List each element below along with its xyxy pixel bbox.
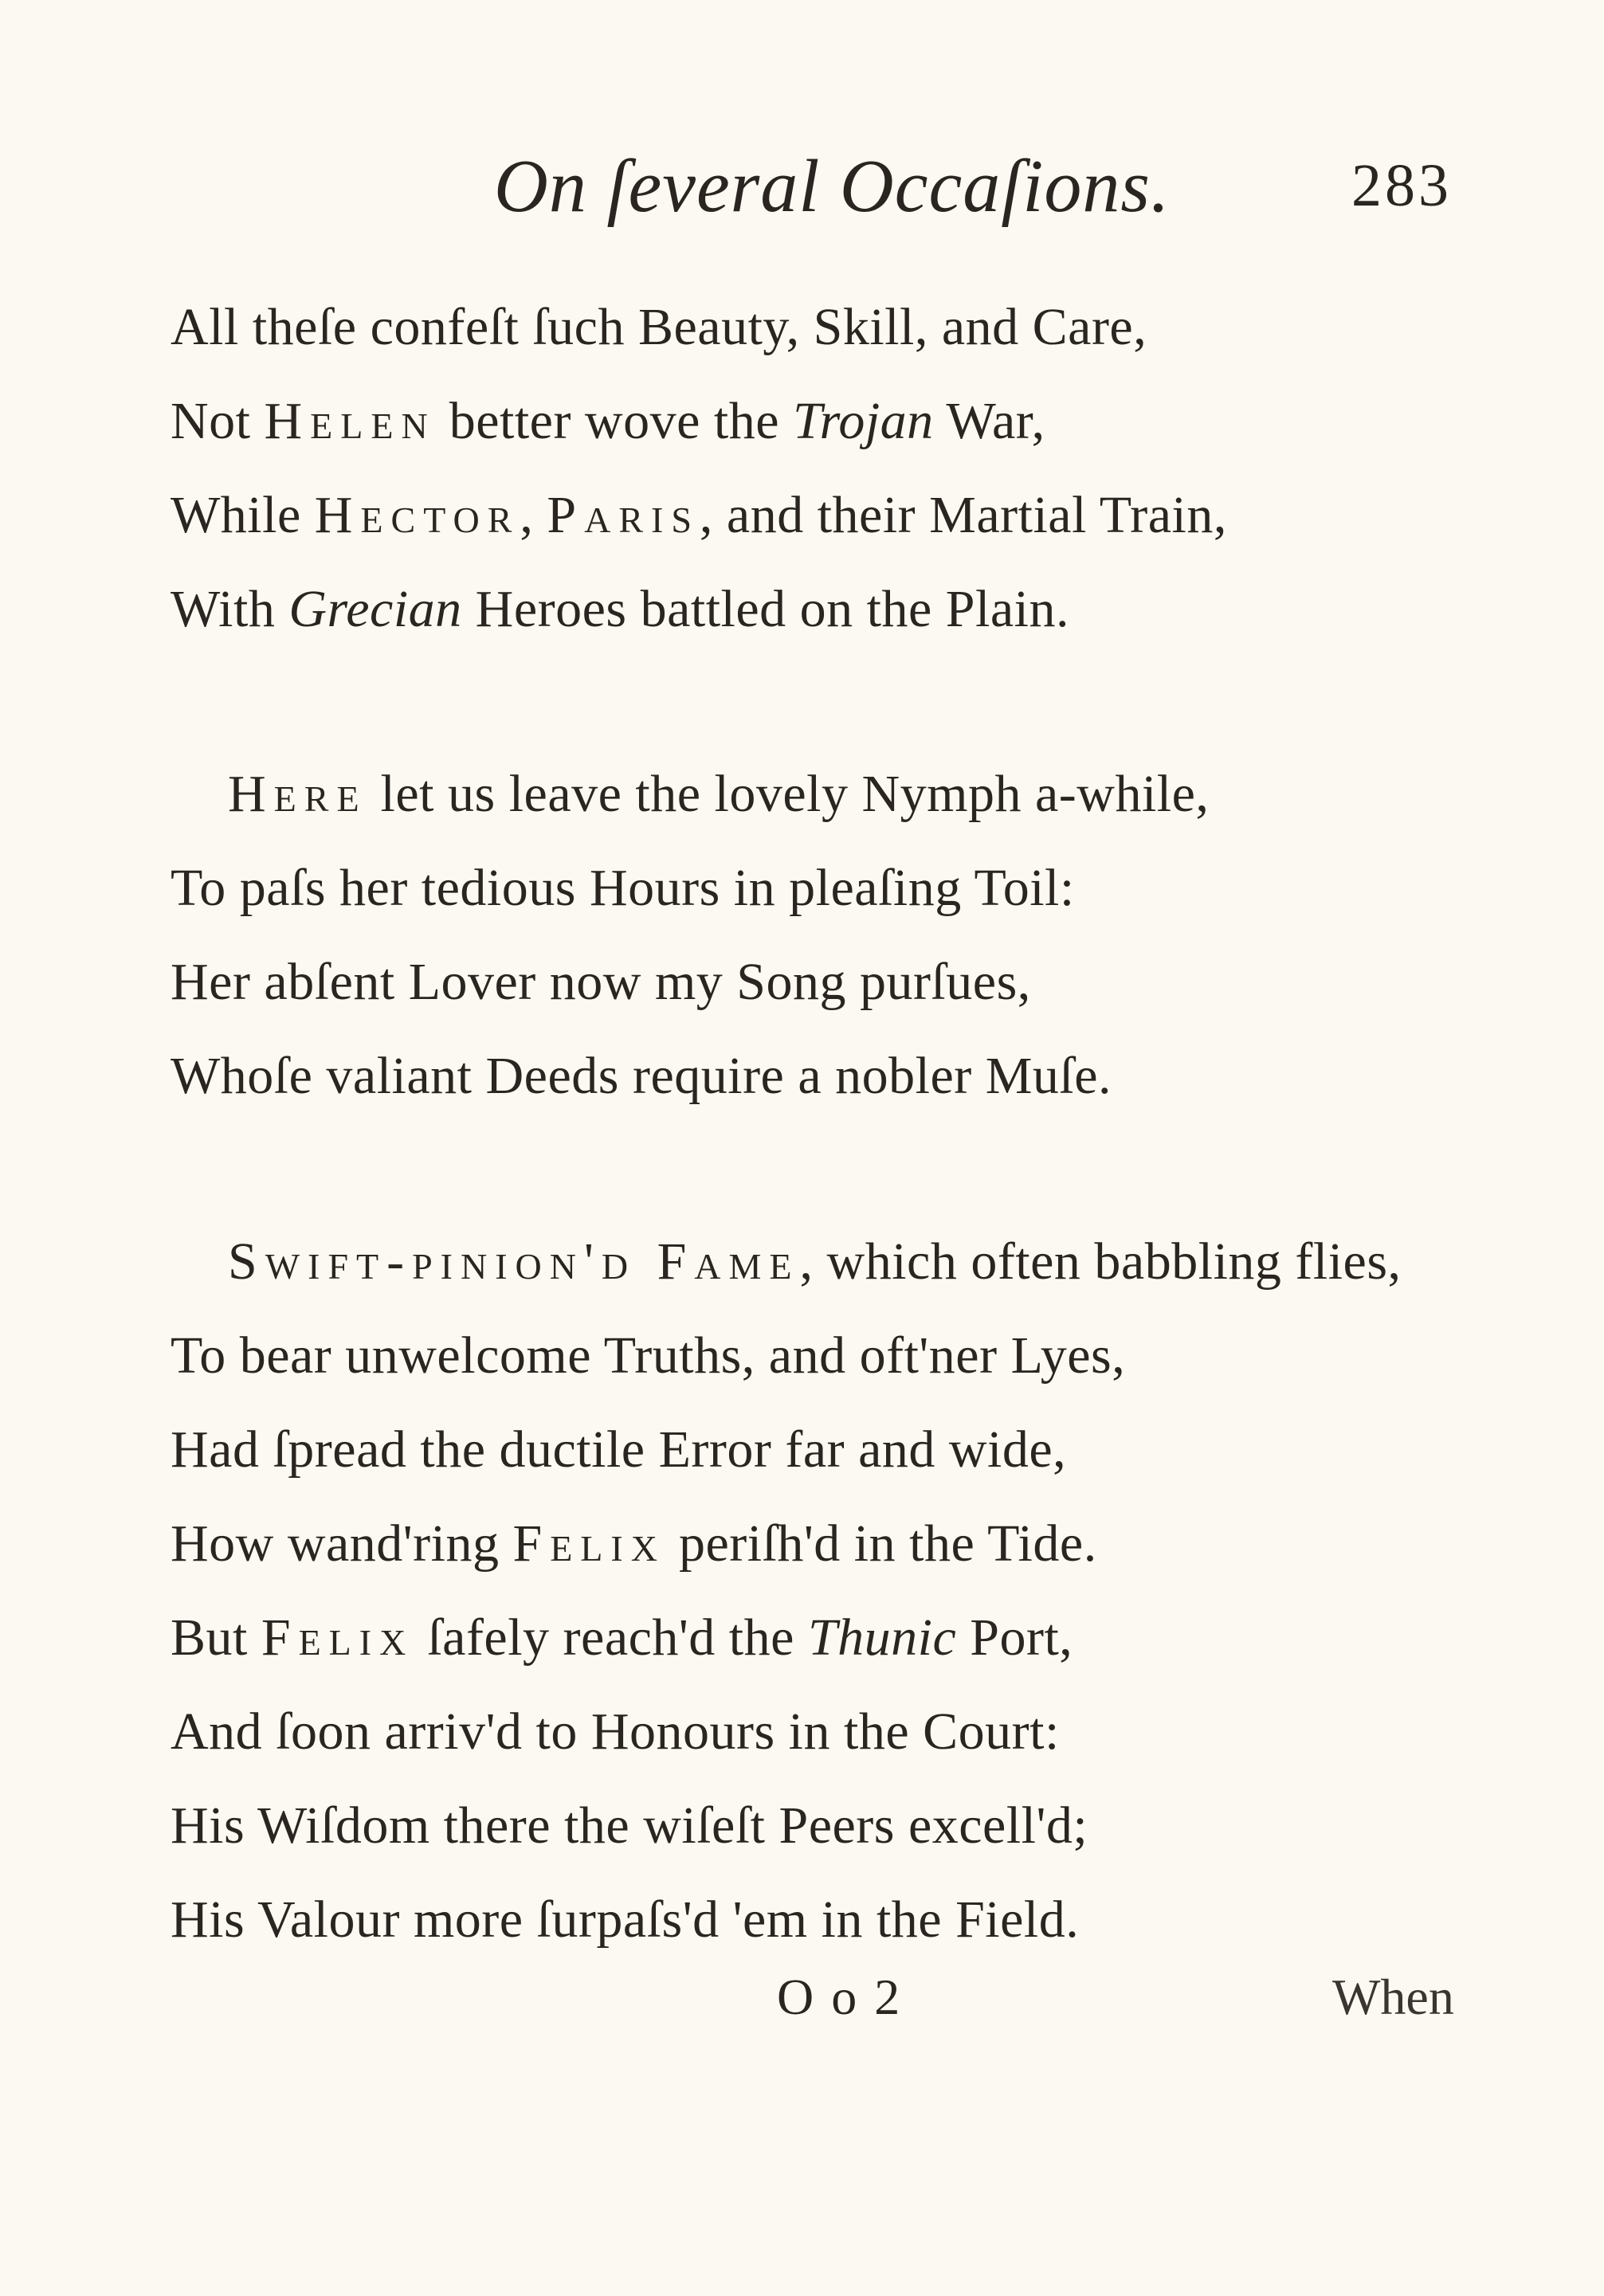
verse-text: , which often babbling flies, xyxy=(799,1232,1402,1291)
verse-text: Heroes battled on the Plain. xyxy=(461,580,1069,638)
verse-text: But xyxy=(171,1608,261,1667)
verse-line xyxy=(171,374,1541,468)
verse-text: All theſe confeſt ſuch Beauty, Skill, and Care, xyxy=(171,298,1147,356)
verse-line xyxy=(171,1779,1541,1873)
verse-text: With xyxy=(171,580,289,638)
verse-text: To bear unwelcome Truths, and oft'ner Lyes, xyxy=(171,1326,1126,1385)
verse-text: better wove the xyxy=(435,392,794,450)
verse-text: Her abſent Lover now my Song purſues, xyxy=(171,953,1031,1011)
verse-text: His Valour more ſurpaſs'd 'em in the Field. xyxy=(171,1890,1080,1949)
verse-line xyxy=(171,1591,1541,1685)
italic-word: Thunic xyxy=(807,1608,957,1667)
verse-text: And ſoon arriv'd to Honours in the Court: xyxy=(171,1702,1060,1761)
verse-line xyxy=(171,1685,1541,1779)
verse-line xyxy=(171,747,1541,841)
stanza-3 xyxy=(171,1215,1541,1967)
small-caps-name: Felix xyxy=(512,1514,665,1573)
verse-line xyxy=(171,1873,1541,1967)
verse-line xyxy=(171,935,1541,1029)
verse-line xyxy=(171,468,1541,562)
running-title: On ſeveral Occaſions. xyxy=(494,145,1171,228)
verse-line xyxy=(171,1403,1541,1497)
verse-line xyxy=(171,841,1541,935)
verse-text: Not xyxy=(171,392,265,450)
small-caps-name: Swift-pinion'd Fame xyxy=(228,1232,800,1291)
stanza-1 xyxy=(171,280,1541,656)
catchword: When xyxy=(1332,1969,1454,2025)
verse-text: , xyxy=(520,486,547,544)
stanza-2 xyxy=(171,747,1541,1123)
verse-line xyxy=(171,1309,1541,1403)
small-caps-name: Felix xyxy=(261,1608,414,1667)
verse-text: periſh'd in the Tide. xyxy=(665,1514,1097,1573)
verse-text: To paſs her tedious Hours in pleaſing Toil: xyxy=(171,859,1075,917)
verse-text: Port, xyxy=(956,1608,1073,1667)
verse-line xyxy=(171,1497,1541,1591)
verse-text: Whoſe valiant Deeds require a nobler Muſe. xyxy=(171,1047,1112,1105)
verse-text: , and their Martial Train, xyxy=(699,486,1227,544)
page-number: 283 xyxy=(1351,152,1452,219)
verse-text: How wand'ring xyxy=(171,1514,513,1573)
verse-text: Had ſpread the ductile Error far and wide, xyxy=(171,1420,1067,1479)
verse-text: let us leave the lovely Nymph a-while, xyxy=(367,765,1210,823)
small-caps-name: Paris xyxy=(547,486,700,544)
italic-word: Grecian xyxy=(288,580,462,638)
verse-text: While xyxy=(171,486,315,544)
verse-text: War, xyxy=(933,392,1045,450)
italic-word: Trojan xyxy=(793,392,934,450)
small-caps-name: Helen xyxy=(264,392,436,450)
verse-line xyxy=(171,562,1541,656)
verse-line xyxy=(171,1029,1541,1123)
small-caps-name: Here xyxy=(228,765,367,823)
verse-text: His Wiſdom there the wiſeſt Peers excell'd; xyxy=(171,1796,1088,1855)
signature-mark: Oo2 xyxy=(777,1969,918,2025)
verse-line xyxy=(171,1215,1541,1309)
verse-text: ſafely reach'd the xyxy=(414,1608,808,1667)
verse-line xyxy=(171,280,1541,374)
small-caps-name: Hector xyxy=(314,486,520,544)
